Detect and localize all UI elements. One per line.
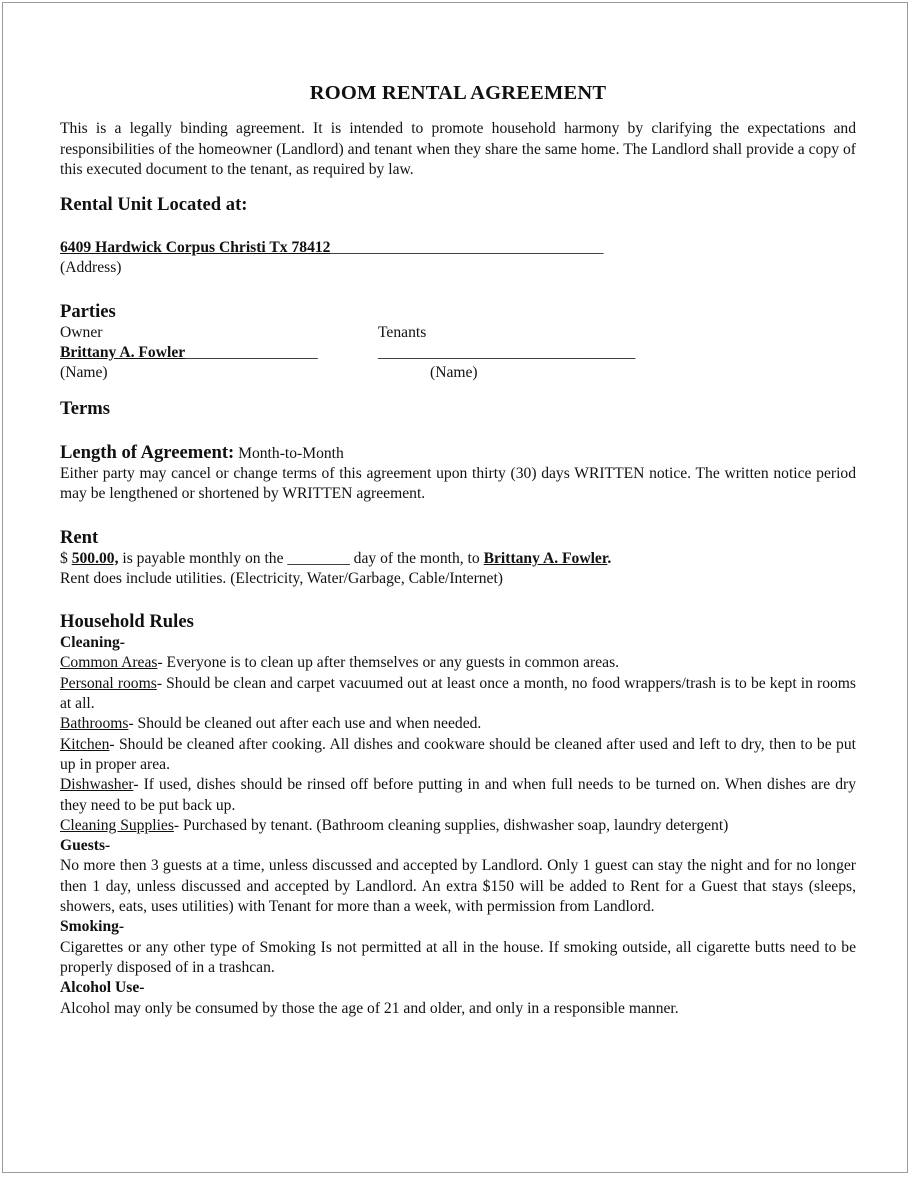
rule-text: - Purchased by tenant. (Bathroom cleaning supplies, dishwasher soap, laundry detergent) bbox=[173, 816, 729, 834]
guests-heading: Guests- bbox=[60, 837, 111, 855]
rule-label: Common Areas bbox=[60, 654, 158, 672]
rental-unit-heading: Rental Unit Located at: bbox=[60, 194, 248, 216]
rule-item bbox=[60, 653, 856, 673]
household-rules-heading: Household Rules bbox=[60, 611, 194, 633]
rent-period: . bbox=[607, 549, 612, 567]
length-text: Either party may cancel or change terms of this agreement upon thirty (30) days WRITTEN notice. The written notice period may be lengthened or shortened by WRITTEN agreement. bbox=[60, 464, 856, 503]
rent-line bbox=[60, 549, 856, 569]
terms-heading: Terms bbox=[60, 397, 110, 419]
rent-utilities: Rent does include utilities. (Electricity, Water/Garbage, Cable/Internet) bbox=[60, 569, 504, 587]
length-of-agreement-line bbox=[60, 442, 856, 464]
intro-paragraph: This is a legally binding agreement. It is intended to promote household harmony by clarifying the expectations and responsibilities of the homeowner (Landlord) and tenant when they share the same home. The Landlord shall provide a copy of this executed document to the tenant, as required by law. bbox=[60, 120, 856, 178]
rule-text: - Should be cleaned out after each use and when needed. bbox=[128, 715, 482, 733]
parties-names-row bbox=[60, 343, 856, 363]
rent-currency: $ bbox=[60, 549, 72, 567]
rule-label: Personal rooms bbox=[60, 674, 157, 692]
length-heading: Length of Agreement: bbox=[60, 441, 235, 463]
rule-text: - Should be cleaned after cooking. All dishes and cookware should be cleaned after used and left to dry, then to be put up in proper area. bbox=[60, 735, 856, 773]
alcohol-heading: Alcohol Use- bbox=[60, 979, 145, 997]
document-body bbox=[60, 83, 856, 1019]
address-line bbox=[60, 238, 856, 258]
rule-label: Bathrooms bbox=[60, 715, 129, 733]
rule-item bbox=[60, 816, 856, 836]
owner-name-label: (Name) bbox=[60, 364, 108, 382]
length-value: Month-to-Month bbox=[234, 444, 344, 462]
tenant-name-label: (Name) bbox=[430, 364, 478, 382]
smoking-heading: Smoking- bbox=[60, 918, 125, 936]
parties-heading: Parties bbox=[60, 300, 116, 322]
address-value: 6409 Hardwick Corpus Christi Tx 78412 bbox=[60, 239, 331, 257]
guests-text: No more then 3 guests at a time, unless discussed and accepted by Landlord. Only 1 guest can stay the night and for no longer then 1 day, unless discussed and accepted by Landlord. An extra $150 will be added to Rent for a Guest that stays (sleeps, showers, eats, uses utilities) with Tenant for more than a week, with permission from Landlord. bbox=[60, 857, 856, 916]
rule-text: - If used, dishes should be rinsed off before putting in and when full needs to be turned on. When dishes are dry they need to be put back up. bbox=[60, 776, 856, 814]
address-fill-line: ___________________________________ bbox=[330, 239, 604, 257]
page-title: ROOM RENTAL AGREEMENT bbox=[309, 82, 607, 104]
rule-label: Cleaning Supplies bbox=[60, 816, 174, 834]
rent-amount: 500.00, bbox=[71, 549, 119, 567]
rule-item bbox=[60, 674, 856, 715]
smoking-text: Cigarettes or any other type of Smoking Is not permitted at all in the house. If smoking outside, all cigarette butts need to be properly disposed of in a trashcan. bbox=[60, 938, 856, 976]
rule-label: Dishwasher bbox=[60, 776, 134, 794]
rule-item bbox=[60, 714, 856, 734]
tenants-label: Tenants bbox=[378, 323, 427, 341]
owner-label: Owner bbox=[60, 323, 103, 341]
owner-fill-line: _________________ bbox=[185, 344, 318, 362]
rule-text: - Everyone is to clean up after themselves or any guests in common areas. bbox=[157, 654, 620, 672]
address-label: (Address) bbox=[60, 259, 122, 277]
rent-payee: Brittany A. Fowler bbox=[483, 549, 608, 567]
alcohol-text: Alcohol may only be consumed by those the age of 21 and older, and only in a responsible manner. bbox=[60, 999, 679, 1017]
rule-item bbox=[60, 735, 856, 776]
tenant-fill-line: _________________________________ bbox=[378, 344, 636, 362]
document-page bbox=[2, 2, 908, 1173]
rent-text: is payable monthly on the ________ day of the month, to bbox=[118, 549, 484, 567]
owner-name: Brittany A. Fowler bbox=[60, 344, 186, 362]
parties-labels-row bbox=[60, 323, 856, 343]
rent-heading: Rent bbox=[60, 526, 99, 548]
parties-name-labels-row bbox=[60, 363, 856, 383]
cleaning-heading: Cleaning- bbox=[60, 634, 125, 652]
rule-label: Kitchen bbox=[60, 735, 110, 753]
rule-text: - Should be clean and carpet vacuumed out at least once a month, no food wrappers/trash is to be kept in rooms at all. bbox=[60, 674, 856, 713]
rule-item bbox=[60, 775, 856, 816]
